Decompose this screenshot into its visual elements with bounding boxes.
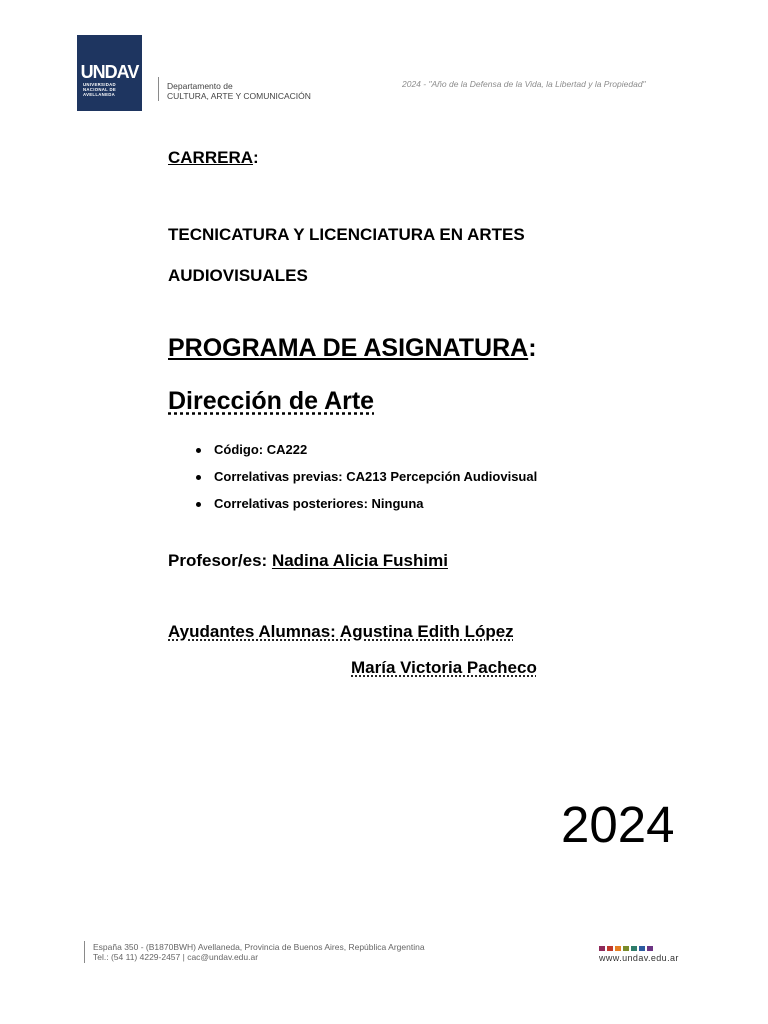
- color-square: [647, 946, 653, 951]
- footer-phone-email: Tel.: (54 11) 4229-2457 | cac@undav.edu.ar: [93, 952, 259, 962]
- carrera-heading: [168, 148, 259, 168]
- header-divider: [158, 77, 159, 101]
- carrera-colon: :: [253, 148, 259, 167]
- color-square: [607, 946, 613, 951]
- programa-colon: :: [528, 334, 537, 362]
- color-square: [623, 946, 629, 951]
- department-line-2: CULTURA, ARTE Y COMUNICACIÓN: [167, 91, 311, 101]
- department-line-1: Departamento de: [167, 81, 233, 91]
- subject-details-list: [196, 441, 537, 522]
- carrera-label: CARRERA: [168, 148, 253, 167]
- assistants-line: Ayudantes Alumnas: Agustina Edith López: [168, 622, 514, 641]
- programa-heading: [168, 334, 537, 363]
- logo-university-name: [77, 82, 142, 97]
- carrera-line-1: TECNICATURA Y LICENCIATURA EN ARTES: [168, 225, 525, 244]
- logo-line: UNIVERSIDAD: [83, 82, 116, 87]
- assistant-second-name: María Victoria Pacheco: [351, 658, 537, 677]
- professor-name: Nadina Alicia Fushimi: [271, 551, 448, 570]
- detail-codigo: Código: CA222: [196, 441, 537, 468]
- undav-logo: [77, 35, 142, 111]
- year-motto: 2024 - "Año de la Defensa de la Vida, la Libertad y la Propiedad": [402, 79, 646, 89]
- footer-site-block: [599, 946, 679, 963]
- programa-label: PROGRAMA DE ASIGNATURA: [168, 334, 529, 362]
- color-square: [639, 946, 645, 951]
- footer-address: España 350 - (B1870BWH) Avellaneda, Provincia de Buenos Aires, República Argentina: [93, 942, 425, 952]
- footer-website: www.undav.edu.ar: [599, 953, 679, 963]
- footer-divider: [84, 941, 85, 963]
- document-year: 2024: [561, 796, 675, 853]
- subject-title: Dirección de Arte: [168, 387, 375, 415]
- department-label: [167, 81, 311, 101]
- footer-contact: [93, 942, 425, 962]
- color-square: [599, 946, 605, 951]
- detail-correlativas-previas: Correlativas previas: CA213 Percepción Audiovisual: [196, 468, 537, 495]
- color-squares: [599, 946, 679, 951]
- logo-line: AVELLANEDA: [83, 92, 116, 97]
- professor-label: Profesor/es:: [168, 551, 272, 570]
- color-square: [631, 946, 637, 951]
- logo-mark: UNDAV: [80, 62, 139, 82]
- logo-line: NACIONAL DE: [83, 87, 117, 92]
- detail-correlativas-posteriores: Correlativas posteriores: Ninguna: [196, 495, 537, 522]
- carrera-name: [168, 214, 608, 296]
- carrera-line-2: AUDIOVISUALES: [168, 266, 308, 285]
- professor-line: [168, 551, 448, 571]
- color-square: [615, 946, 621, 951]
